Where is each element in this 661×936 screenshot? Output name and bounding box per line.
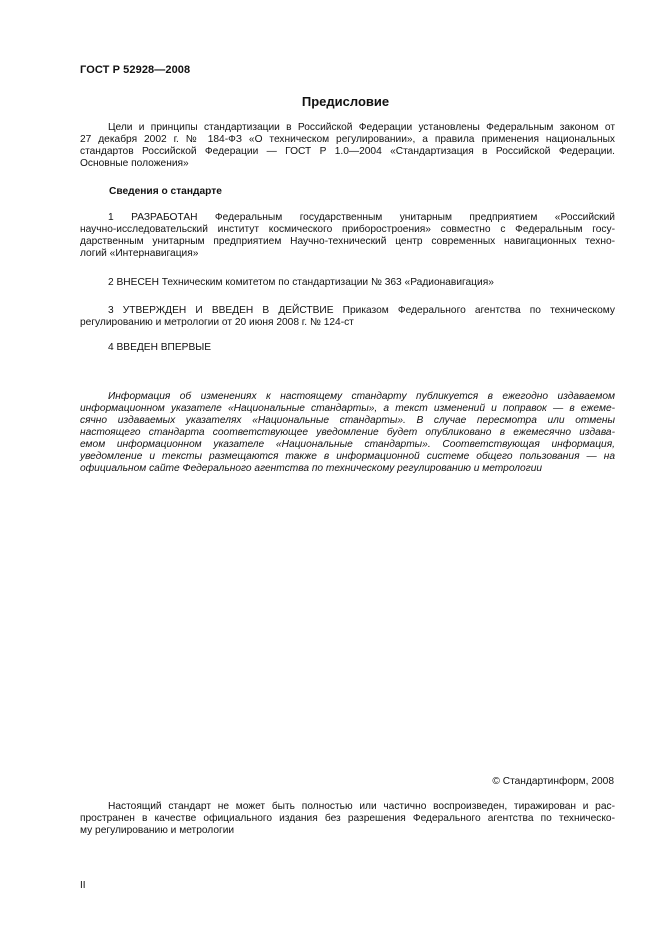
copyright-notice: © Стандартинформ, 2008 [492, 776, 614, 787]
item-4-line: 4 ВВЕДЕН ВПЕРВЫЕ [108, 342, 212, 353]
document-code: ГОСТ Р 52928—2008 [80, 64, 191, 76]
intro-line: Основные положения» [80, 158, 189, 169]
page-number: II [80, 880, 86, 891]
info-line: официальном сайте Федерального агентства по техническому регулированию и метрологии [80, 463, 543, 474]
item-1-line: логий «Интернавигация» [80, 248, 199, 259]
intro-line: 27 декабря 2002 г. № 184-ФЗ «О техническом регулировании», а правила применения национальных [80, 134, 615, 145]
item-2-paragraph [80, 277, 615, 289]
page-title: Предисловие [301, 94, 390, 109]
info-line: уведомление и тексты размещаются также в информационной системе общего пользования — на [80, 451, 615, 462]
reproduction-notice [80, 801, 615, 837]
intro-line: Цели и принципы стандартизации в Российской Федерации установлены Федеральным законом от [108, 122, 615, 133]
notice-line: му регулированию и метрологии [80, 825, 235, 836]
item-1-line: 1 РАЗРАБОТАН Федеральным государственным унитарным предприятием «Российский [108, 212, 615, 223]
item-3-line: 3 УТВЕРЖДЕН И ВВЕДЕН В ДЕЙСТВИЕ Приказом Федерального агентства по техническому [108, 305, 615, 316]
item-3-paragraph [80, 305, 615, 329]
item-2-line: 2 ВНЕСЕН Техническим комитетом по стандартизации № 363 «Радионавигация» [108, 277, 494, 288]
info-paragraph [80, 391, 615, 475]
info-line: емом информационном указателе «Национальные стандарты». Соответствующая информация, [80, 439, 615, 450]
item-1-line: дарственным унитарным предприятием Научно-технический центр современных навигационных техно- [80, 236, 615, 247]
notice-line: пространен в качестве официального издания без разрешения Федерального агентства по техническо- [80, 813, 615, 824]
item-3-line: регулированию и метрологии от 20 июня 2008 г. № 124-ст [80, 317, 354, 328]
info-line: Информация об изменениях к настоящему стандарту публикуется в ежегодно издаваемом [108, 391, 615, 402]
item-1-paragraph [80, 212, 615, 260]
intro-line: стандартов Российской Федерации — ГОСТ Р 1.0—2004 «Стандартизация в Российской Федерации. [80, 146, 615, 157]
section-subheading: Сведения о стандарте [109, 186, 222, 197]
item-4-paragraph [80, 342, 615, 354]
intro-paragraph [80, 122, 615, 170]
item-1-line: научно-исследовательский институт космического приборостроения» совместно с Федеральным госу- [80, 224, 615, 235]
info-line: сячно издаваемых указателях «Национальные стандарты». В случае пересмотра или отмены [80, 415, 615, 426]
notice-line: Настоящий стандарт не может быть полностью или частично воспроизведен, тиражирован и рас- [108, 801, 615, 812]
info-line: настоящего стандарта соответствующее уведомление будет опубликовано в ежемесячно издава- [80, 427, 615, 438]
info-line: информационном указателе «Национальные стандарты», а текст изменений и поправок — в ежеме- [80, 403, 615, 414]
